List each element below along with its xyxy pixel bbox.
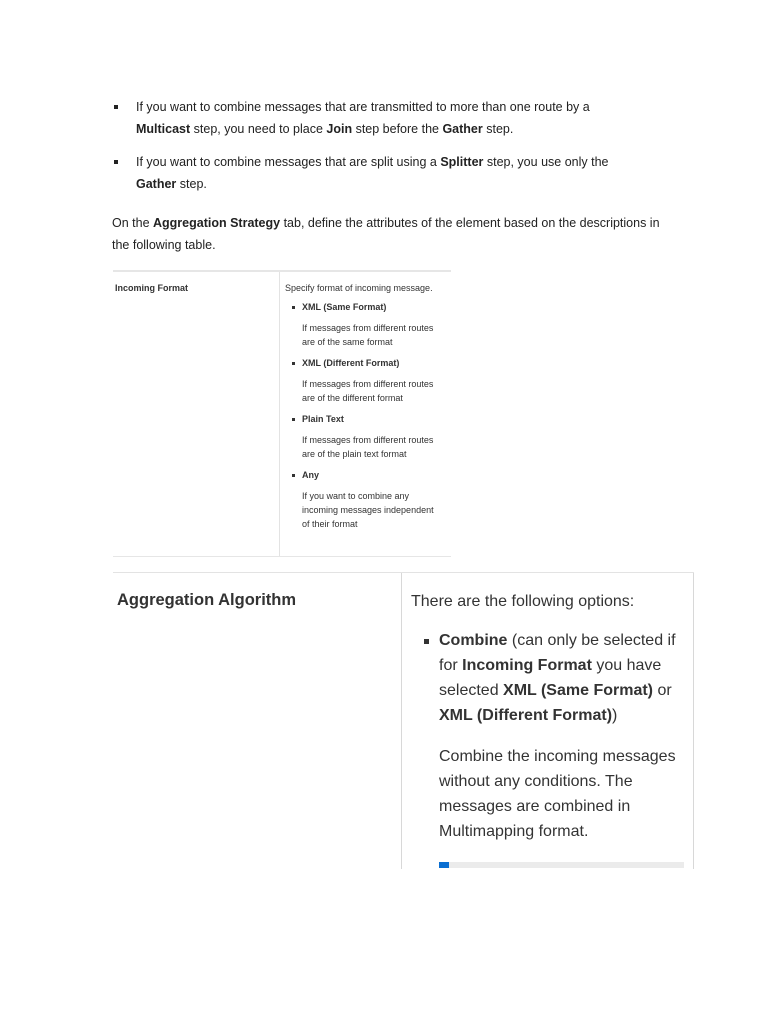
incoming-format-label: Incoming Format xyxy=(115,283,189,293)
bold-text: Join xyxy=(326,122,353,136)
bold-text: Aggregation Strategy xyxy=(153,216,281,230)
table-right-border xyxy=(693,573,694,869)
bullet-list xyxy=(112,96,632,206)
intro-paragraph xyxy=(112,212,672,256)
option-desc: If messages from different routes are of the plain text format xyxy=(302,435,434,459)
horizontal-scrollbar[interactable] xyxy=(439,862,684,868)
bold-text: Multicast xyxy=(136,122,191,136)
incoming-format-description xyxy=(285,283,445,531)
lead-text: There are the following options: xyxy=(411,593,635,610)
text: If you want to combine messages that are transmitted to more than one route by a xyxy=(136,100,590,114)
text: On the xyxy=(112,216,153,230)
incoming-format-table-image xyxy=(113,270,451,557)
bold-text: Splitter xyxy=(440,155,484,169)
bullet-item xyxy=(112,151,632,195)
scrollbar-thumb[interactable] xyxy=(439,862,449,868)
option-title: XML (Different Format) xyxy=(285,358,445,368)
aggregation-algorithm-table-image xyxy=(113,572,694,869)
text: step. xyxy=(176,177,207,191)
text: ) xyxy=(612,707,618,724)
bold-text: Incoming Format xyxy=(462,657,592,674)
option-desc: If you want to combine any incoming messages independent of their format xyxy=(302,491,434,529)
text: step before the xyxy=(352,122,443,136)
option-desc: If messages from different routes are of the different format xyxy=(302,379,434,403)
bullet-item xyxy=(112,96,632,140)
text: tab, define the attributes of the element based on the descriptions in the following table. xyxy=(112,216,660,252)
bold-text: Gather xyxy=(136,177,177,191)
option-combine xyxy=(411,628,691,728)
text: If you want to combine messages that are split using a xyxy=(136,155,441,169)
text: or xyxy=(653,682,672,699)
text: (can only be selected if for xyxy=(439,632,676,674)
bold-text: Combine xyxy=(439,632,508,649)
column-divider xyxy=(401,573,402,869)
text: step. xyxy=(482,122,514,136)
aggregation-algorithm-description xyxy=(411,589,691,844)
option-combine-desc: Combine the incoming messages without any conditions. The messages are combined in Multimapping format. xyxy=(439,748,676,840)
bold-text: XML (Different Format) xyxy=(439,707,613,724)
bold-text: Gather xyxy=(442,122,483,136)
lead-text: Specify format of incoming message. xyxy=(285,283,433,293)
option-title: XML (Same Format) xyxy=(285,302,445,312)
option-desc: If messages from different routes are of the same format xyxy=(302,323,434,347)
text: step, you use only the xyxy=(483,155,609,169)
text: you have selected xyxy=(439,657,662,699)
text: step, you need to place xyxy=(190,122,327,136)
option-title: Plain Text xyxy=(285,414,445,424)
aggregation-algorithm-label: Aggregation Algorithm xyxy=(117,591,297,609)
bold-text: XML (Same Format) xyxy=(503,682,653,699)
option-title: Any xyxy=(285,470,445,480)
column-divider xyxy=(279,272,280,556)
